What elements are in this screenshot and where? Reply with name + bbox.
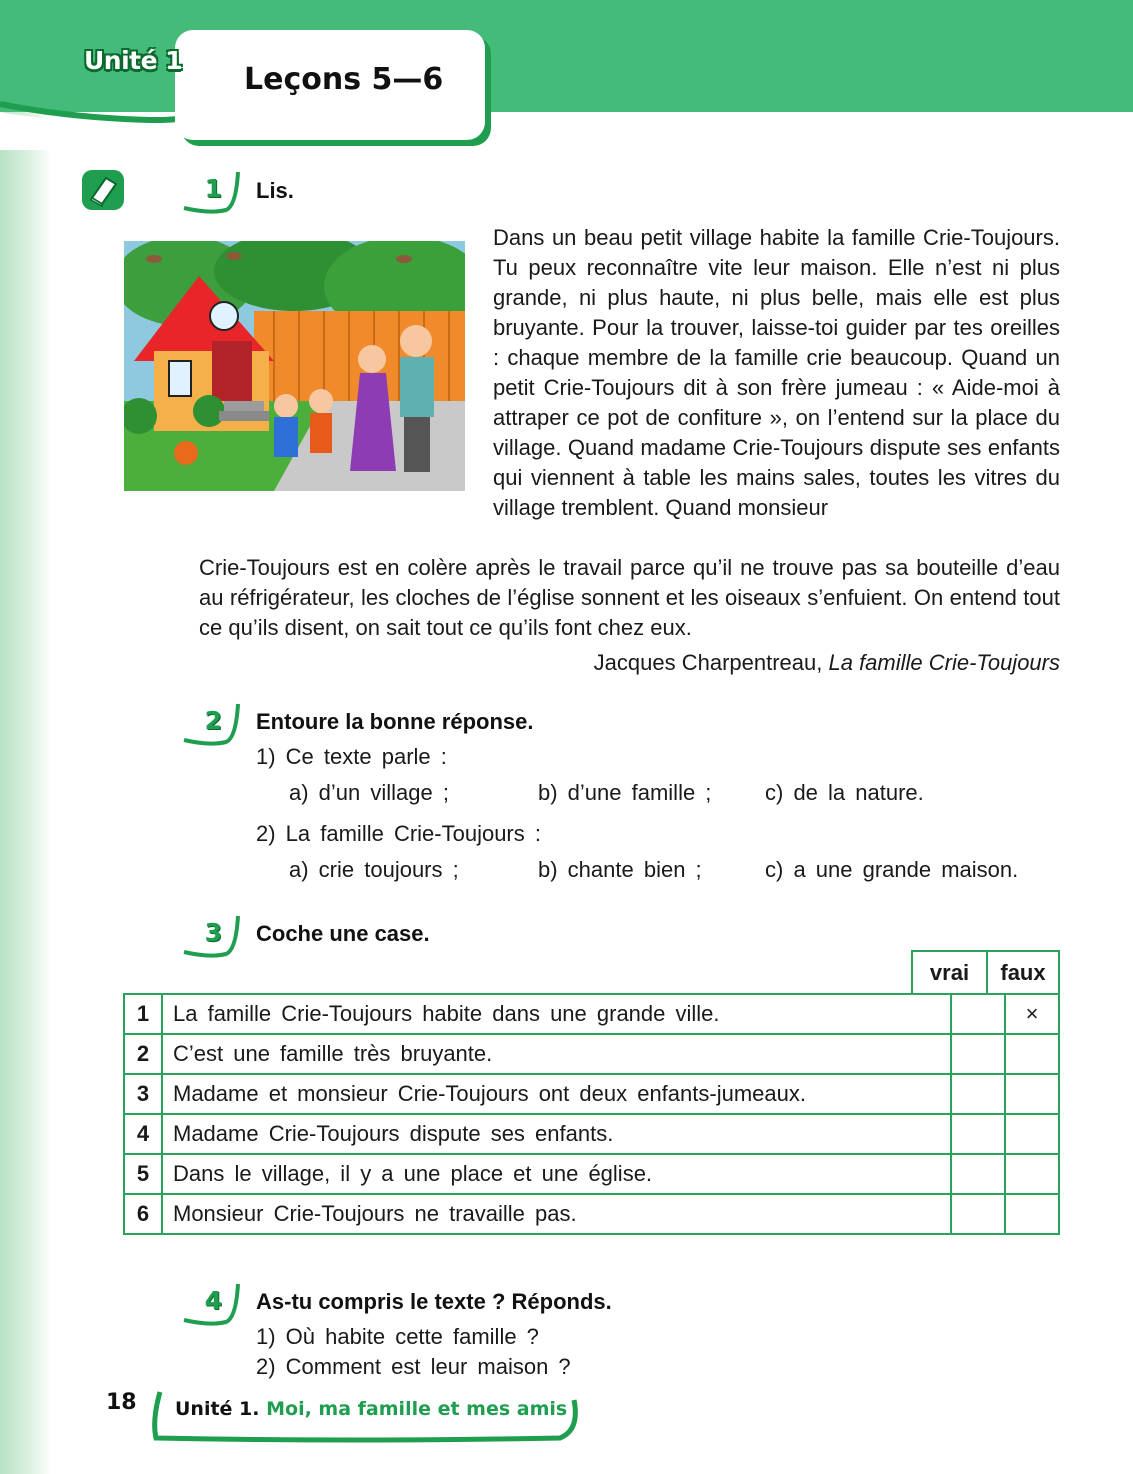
table-row xyxy=(124,1154,1059,1194)
table-row xyxy=(124,1034,1059,1074)
statement: Madame Crie-Toujours dispute ses enfants. xyxy=(162,1114,951,1154)
row-number: 4 xyxy=(124,1114,162,1154)
checkbox-vrai[interactable] xyxy=(951,1114,1005,1154)
checkbox-faux[interactable] xyxy=(1005,1154,1059,1194)
row-number: 1 xyxy=(124,994,162,1034)
checkbox-faux[interactable] xyxy=(1005,1114,1059,1154)
statement: Dans le village, il y a une place et une église. xyxy=(162,1154,951,1194)
exercise-number-4: 4 xyxy=(180,1280,242,1328)
exercise-2-title: Entoure la bonne réponse. xyxy=(256,709,534,734)
book-icon xyxy=(80,168,126,212)
footer-unit-label xyxy=(175,1398,567,1420)
answer-2-2-a[interactable]: a) crie toujours ; xyxy=(289,857,459,882)
answer-2-2-b[interactable]: b) chante bien ; xyxy=(538,857,702,882)
statement: La famille Crie-Toujours habite dans une grande ville. xyxy=(162,994,951,1034)
checkbox-vrai[interactable] xyxy=(951,994,1005,1034)
reading-text-top: Dans un beau petit village habite la famille Crie-Toujours. Tu peux reconnaître vite leur maison. Elle n’est ni plus grande, ni plus haute, ni plus belle, mais elle est plus bruyante. Pour la trouver, laisse-toi guider par tes oreilles : chaque membre de la famille crie beaucoup. Quand un petit Crie-Toujours dit à son frère jumeau : « Aide-moi à attraper ce pot de confiture », on l’entend sur la place du village. Quand madame Crie-Toujours dispute ses enfants qui viennent à table les mains sales, toutes les vitres du village tremblent. Quand monsieur xyxy=(493,225,1060,520)
exercise-number-1: 1 xyxy=(180,168,242,216)
footer-unit-title: Moi, ma famille et mes amis xyxy=(266,1398,568,1420)
unit-badge: Unité 1 xyxy=(84,46,183,75)
row-number: 2 xyxy=(124,1034,162,1074)
exercise-1-title: Lis. xyxy=(256,178,294,203)
statement: C’est une famille très bruyante. xyxy=(162,1034,951,1074)
checkbox-vrai[interactable] xyxy=(951,1034,1005,1074)
left-margin-strip xyxy=(0,0,52,1474)
checkbox-vrai[interactable] xyxy=(951,1074,1005,1114)
statement: Monsieur Crie-Toujours ne travaille pas. xyxy=(162,1194,951,1234)
column-faux: faux xyxy=(986,950,1060,993)
page-title: Leçons 5—6 xyxy=(244,62,444,97)
checkbox-faux[interactable] xyxy=(1005,1034,1059,1074)
work-title: La famille Crie-Toujours xyxy=(828,650,1060,675)
table-row xyxy=(124,1074,1059,1114)
answer-2-1-b[interactable]: b) d’une famille ; xyxy=(538,780,712,805)
footer-unit: Unité 1. xyxy=(175,1398,260,1420)
exercise-4-title: As-tu compris le texte ? Réponds. xyxy=(256,1289,612,1314)
checkbox-faux[interactable] xyxy=(1005,1074,1059,1114)
answer-2-1-c[interactable]: c) de la nature. xyxy=(765,780,924,805)
checkbox-faux[interactable] xyxy=(1005,1194,1059,1234)
author-citation xyxy=(594,650,1060,676)
true-false-header xyxy=(911,950,1060,993)
question-4-1: 1) Où habite cette famille ? xyxy=(256,1324,539,1349)
row-number: 6 xyxy=(124,1194,162,1234)
exercise-3-title: Coche une case. xyxy=(256,921,430,946)
row-number: 3 xyxy=(124,1074,162,1114)
row-number: 5 xyxy=(124,1154,162,1194)
table-row xyxy=(124,994,1059,1034)
author-name: Jacques Charpentreau, xyxy=(593,650,823,675)
checkbox-vrai[interactable] xyxy=(951,1154,1005,1194)
question-4-2: 2) Comment est leur maison ? xyxy=(256,1354,571,1379)
page-number: 18 xyxy=(106,1390,137,1415)
exercise-number-3: 3 xyxy=(180,912,242,960)
true-false-table xyxy=(123,993,1060,1235)
answer-2-2-c[interactable]: c) a une grande maison. xyxy=(765,857,1019,882)
answer-2-1-a[interactable]: a) d’un village ; xyxy=(289,780,449,805)
table-row xyxy=(124,1194,1059,1234)
checkbox-faux[interactable]: × xyxy=(1005,994,1059,1034)
exercise-number-2: 2 xyxy=(180,700,242,748)
table-row xyxy=(124,1114,1059,1154)
reading-text-bottom: Crie-Toujours est en colère après le travail parce qu’il ne trouve pas sa bouteille d’eau au réfrigérateur, les cloches de l’église sonnent et les oiseaux s’enfuient. On entend tout ce qu’ils disent, on sait tout ce qu’ils font chez eux. xyxy=(199,555,1060,640)
column-vrai: vrai xyxy=(911,950,986,993)
statement: Madame et monsieur Crie-Toujours ont deux enfants-jumeaux. xyxy=(162,1074,951,1114)
illustration-family-house xyxy=(124,241,465,491)
question-2-2: 2) La famille Crie-Toujours : xyxy=(256,821,541,846)
question-2-1: 1) Ce texte parle : xyxy=(256,744,447,769)
checkbox-vrai[interactable] xyxy=(951,1194,1005,1234)
